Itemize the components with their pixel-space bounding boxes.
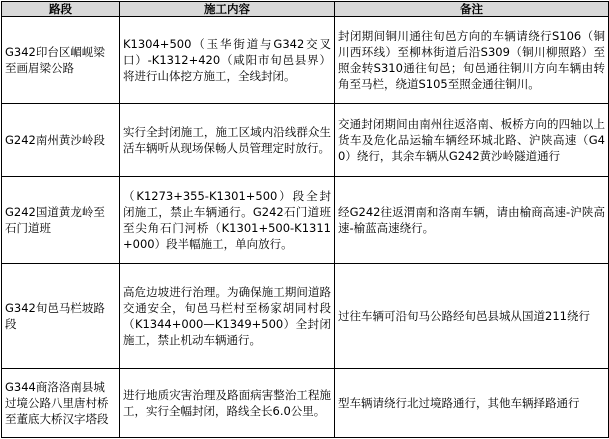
content-cell: 进行地质灾害治理及路面病害整治工程施工，实行全幅封闭，路线全长6.0公里。 [120,369,335,438]
section-cell: G344商洛洛南县城过境公路八里唐村桥至董底大桥汉字塔段 [2,369,120,438]
table-row [2,176,609,263]
note-cell: 过往车辆可沿旬马公路经旬邑县城从国道211绕行 [335,263,609,369]
note-cell: 封闭期间铜川通往旬邑方向的车辆请绕行S106（铜川西环线）至柳林街道后沿S309（铜川柳照路）至照金转S310通往旬邑；旬邑通往铜川方向车辆由转角至马栏，绕道S105至照金通往铜川。 [335,17,609,104]
section-cell: G342旬邑马栏坡路段 [2,263,120,369]
header-content: 施工内容 [120,2,335,17]
table-row [2,369,609,438]
road-closure-table [1,1,609,438]
table-row [2,104,609,177]
content-cell: 实行全封闭施工，施工区域内沿线群众生活车辆听从现场保畅人员管理定时放行。 [120,104,335,177]
header-section: 路段 [2,2,120,17]
note-cell: 经G242往返渭南和洛南车辆，请由榆商高速-沪陕高速-榆蓝高速绕行。 [335,176,609,263]
note-cell: 型车辆请绕行北过境路通行，其他车辆择路通行 [335,369,609,438]
note-cell: 交通封闭期间由南州往返洛南、板桥方向的四轴以上货车及危化品运输车辆经环城北路、沪陕高速（G40）绕行，其余车辆从G242黄沙岭隧道通行 [335,104,609,177]
table-row [2,263,609,369]
content-cell: 高危边坡进行治理。为确保施工期间道路交通安全，旬邑马栏村至杨家胡同村段（K1344+000—K1349+500）全封闭施工，禁止机动车辆通行。 [120,263,335,369]
content-cell: （K1273+355-K1301+500）段全封闭施工，禁止车辆通行。G242石门道班至尖角石门河桥（K1301+500-K1311+000）段半幅施工，单向放行。 [120,176,335,263]
section-cell: G342印台区嵋岘梁至画眉梁公路 [2,17,120,104]
header-row [2,2,609,17]
header-note: 备注 [335,2,609,17]
table-row [2,17,609,104]
content-cell: K1304+500（玉华街道与G342交叉口）-K1312+420（咸阳市旬邑县界）将进行山体挖方施工，全线封闭。 [120,17,335,104]
section-cell: G242国道黄龙岭至石门道班 [2,176,120,263]
section-cell: G242南州黄沙岭段 [2,104,120,177]
